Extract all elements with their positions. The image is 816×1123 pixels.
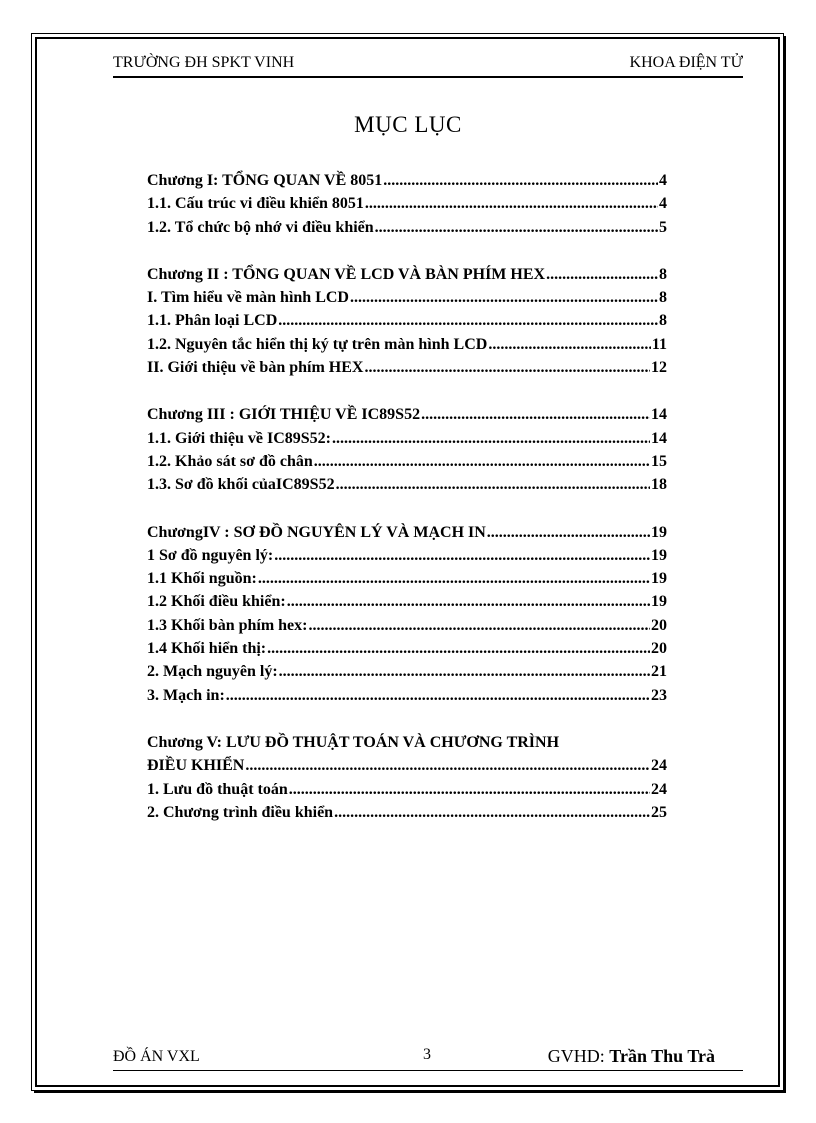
toc-entry-page: 4 bbox=[659, 172, 667, 189]
toc-entry-title: 3. Mạch in: bbox=[147, 686, 225, 704]
toc-entry bbox=[147, 195, 667, 218]
toc-entry bbox=[147, 336, 667, 359]
toc-entry-page: 18 bbox=[651, 476, 667, 494]
toc-entry-title: I. Tìm hiểu về màn hình LCD bbox=[147, 289, 349, 307]
page-border-shadow-bottom bbox=[34, 1091, 786, 1093]
toc-entry bbox=[147, 570, 667, 593]
toc-entry-title: 1.1 Khối nguồn: bbox=[147, 570, 257, 588]
footer-advisor-label: GVHD: bbox=[547, 1046, 610, 1066]
toc-entry-title: Chương III : GIỚI THIỆU VỀ IC89S52 bbox=[147, 406, 421, 424]
toc-entry bbox=[147, 359, 667, 382]
toc-entry-page: 21 bbox=[651, 663, 667, 681]
toc-entry bbox=[147, 640, 667, 663]
toc-entry-title: 1.2. Tổ chức bộ nhớ vi điều khiển bbox=[147, 218, 374, 236]
header-school: TRƯỜNG ĐH SPKT VINH bbox=[113, 54, 295, 71]
toc-entry-title: 1.2 Khối điều khiển: bbox=[147, 593, 286, 611]
toc-entry bbox=[147, 476, 667, 499]
page-footer bbox=[113, 1046, 743, 1070]
toc-entry-title: 1.1. Giới thiệu về IC89S52: bbox=[147, 429, 331, 447]
toc-entry-title: 1.1. Phân loại LCD bbox=[147, 312, 278, 330]
toc-entry-title: ChươngIV : SƠ ĐỒ NGUYÊN LÝ VÀ MẠCH IN bbox=[147, 523, 486, 541]
toc-entry-title: ĐIỀU KHIỂN bbox=[147, 757, 245, 775]
toc-entry-title: 1.2. Khảo sát sơ đồ chân bbox=[147, 452, 313, 470]
toc-entry-title: Chương I: TỔNG QUAN VỀ 8051 bbox=[147, 172, 383, 189]
toc-entry-page: 11 bbox=[651, 335, 667, 353]
footer-page-number: 3 bbox=[423, 1046, 431, 1063]
toc-entry-page: 8 bbox=[659, 265, 667, 283]
toc-entry-title: 1.3. Sơ đồ khối củaIC89S52 bbox=[147, 476, 335, 494]
toc-entry-title: 1.1. Cấu trúc vi điều khiển 8051 bbox=[147, 195, 364, 213]
toc-entry-title: II. Giới thiệu về bàn phím HEX bbox=[147, 359, 364, 377]
toc-entry-title: 2. Chương trình điều khiển bbox=[147, 803, 334, 821]
toc-entry-page: 14 bbox=[651, 429, 667, 447]
toc-entry-page: 24 bbox=[651, 757, 667, 775]
toc-entry-page: 8 bbox=[659, 289, 667, 307]
toc-entry bbox=[147, 781, 667, 804]
toc-entry-chapter-1 bbox=[147, 172, 667, 195]
footer-advisor-name: Trần Thu Trà bbox=[609, 1046, 715, 1066]
toc-entry bbox=[147, 312, 667, 335]
toc-entry bbox=[147, 663, 667, 686]
toc-entry-title: 1.3 Khối bàn phím hex: bbox=[147, 616, 308, 634]
toc-entry-chapter-4 bbox=[147, 524, 667, 547]
toc-entry-page: 14 bbox=[651, 406, 667, 424]
toc-entry-title: 1 Sơ đồ nguyên lý: bbox=[147, 546, 274, 564]
toc-entry bbox=[147, 617, 667, 640]
footer-advisor bbox=[548, 1046, 715, 1067]
toc-entry-chapter-3 bbox=[147, 406, 667, 429]
footer-rule bbox=[113, 1070, 743, 1071]
toc-entry bbox=[147, 430, 667, 453]
toc-entry-title: 2. Mạch nguyên lý: bbox=[147, 663, 278, 681]
toc-entry-page: 20 bbox=[651, 616, 667, 634]
toc-entry bbox=[147, 687, 667, 710]
toc-entry-title: 1. Lưu đồ thuật toán bbox=[147, 780, 288, 798]
toc-entry bbox=[147, 219, 667, 242]
toc-entry-chapter-5-line1: Chương V: LƯU ĐỒ THUẬT TOÁN VÀ CHƯƠNG TRÌNH bbox=[147, 733, 560, 751]
toc-entry-page: 19 bbox=[651, 546, 667, 564]
toc-entry-page: 8 bbox=[659, 312, 667, 330]
toc-entry-page: 12 bbox=[651, 359, 667, 377]
toc-entry bbox=[147, 547, 667, 570]
page-header bbox=[113, 54, 743, 76]
toc-entry-page: 5 bbox=[659, 218, 667, 236]
toc-entry-chapter-2 bbox=[147, 266, 667, 289]
toc-entry-title: 1.4 Khối hiển thị: bbox=[147, 640, 267, 658]
toc-entry-title: 1.2. Nguyên tắc hiển thị ký tự trên màn hình LCD bbox=[147, 335, 488, 353]
toc-entry-page: 19 bbox=[651, 570, 667, 588]
toc-entry-chapter-5 bbox=[147, 757, 667, 780]
footer-project: ĐỒ ÁN VXL bbox=[113, 1048, 200, 1065]
table-of-contents bbox=[147, 172, 667, 827]
toc-entry bbox=[147, 804, 667, 827]
toc-entry-page: 25 bbox=[651, 803, 667, 821]
toc-entry-page: 20 bbox=[651, 640, 667, 658]
toc-entry-page: 19 bbox=[651, 523, 667, 541]
page-border-shadow-right bbox=[784, 36, 786, 1093]
toc-entry-page: 15 bbox=[651, 452, 667, 470]
header-faculty: KHOA ĐIỆN TỬ bbox=[629, 54, 743, 71]
toc-entry bbox=[147, 453, 667, 476]
header-rule bbox=[113, 76, 743, 78]
toc-entry-title: Chương II : TỔNG QUAN VỀ LCD VÀ BÀN PHÍM HEX bbox=[147, 265, 546, 283]
toc-entry bbox=[147, 289, 667, 312]
toc-entry-page: 19 bbox=[651, 593, 667, 611]
toc-entry-page: 24 bbox=[651, 780, 667, 798]
toc-entry-page: 23 bbox=[651, 686, 667, 704]
toc-entry bbox=[147, 593, 667, 616]
page-title: MỤC LỤC bbox=[354, 112, 462, 137]
toc-entry-page: 4 bbox=[659, 195, 667, 213]
